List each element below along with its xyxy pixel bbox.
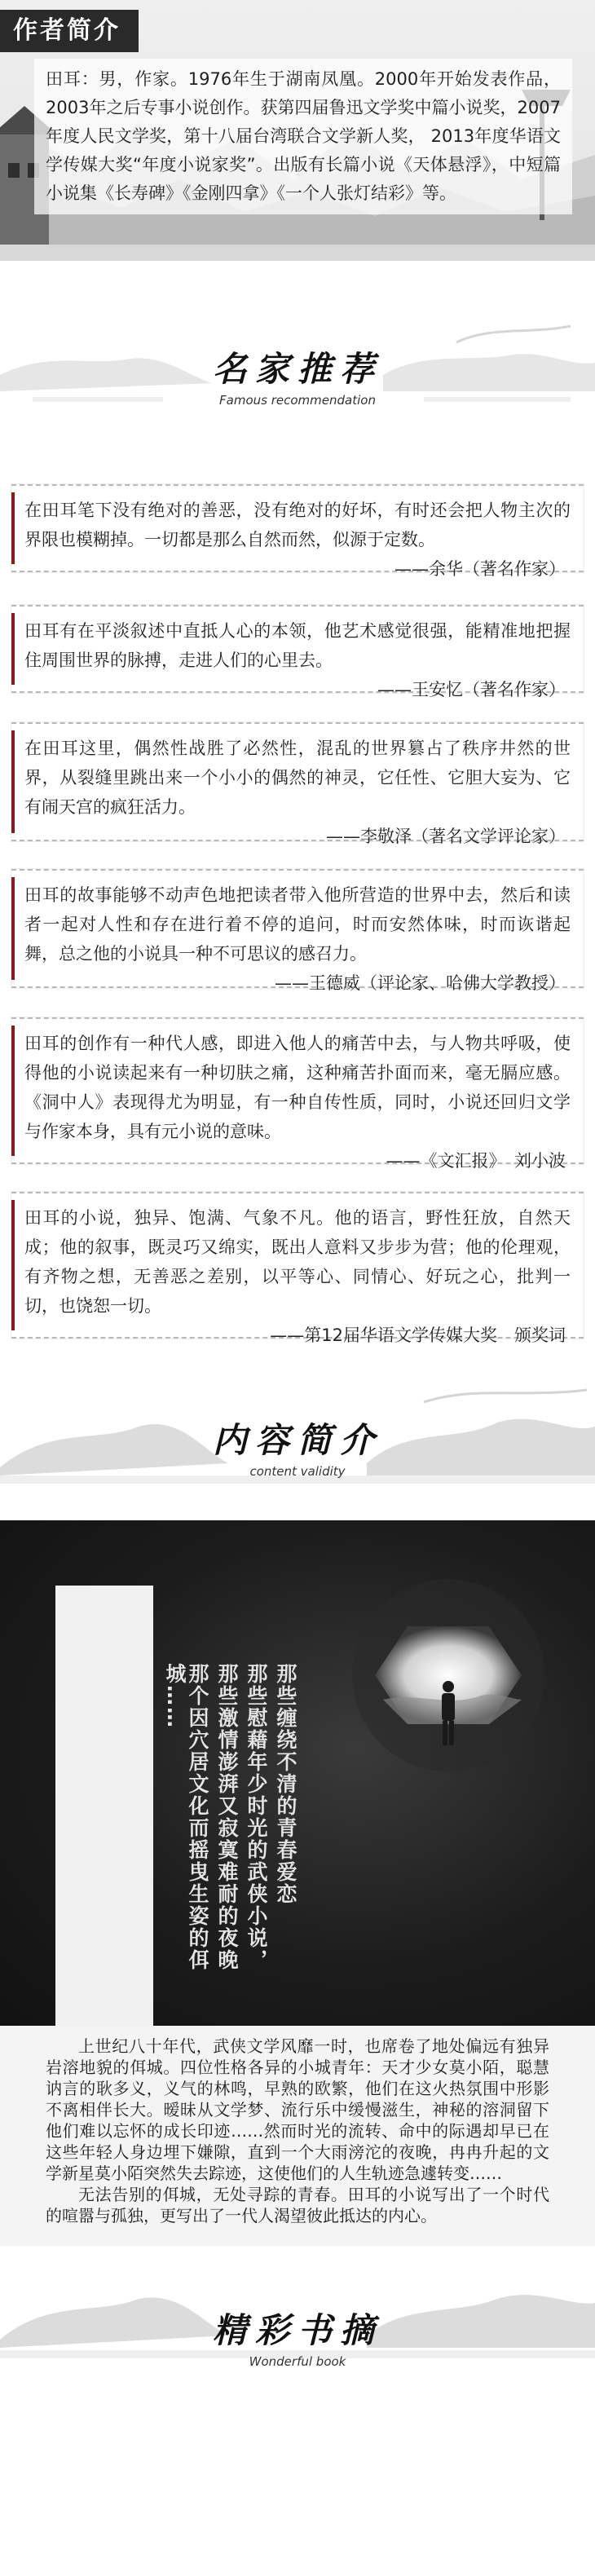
quote-text: 田耳的创作有一种代人感，即进入他人的痛苦中去，与人物共呼吸，使得他的小说读起来有一种切肤之痛，这种痛苦扑面而来，毫无膈应感。《洞中人》表现得尤为明显，有一种自传性质，同时，小说还回归文学与作家本身，具有元小说的意味。	[24, 1034, 571, 1141]
summary-paragraph: 无法告别的佴城，无处寻踪的青春。田耳的小说写出了一个时代的喧嚣与孤独，更写出了一代人渴望彼此抵达的内心。	[46, 2185, 549, 2225]
recommend-header	[0, 318, 595, 424]
poster-white-column	[55, 1586, 153, 2026]
author-bio: 田耳：男，作家。1976年生于湖南凤凰。2000年开始发表作品，2003年之后专事小说创作。获第四届鲁迅文学奖中篇小说奖，2007年度人民文学奖，第十八届台湾联合文学新人奖， 2013年度华语文学传媒大奖“年度小说家奖”。出版有长篇小说《天体悬浮》，中短篇小说集《长寿碑》《金刚四拿》《一个人张灯结彩》等。	[34, 59, 572, 214]
quote-source: ——余华（著名作家）	[394, 559, 566, 579]
quote-accent-bar	[11, 1026, 15, 1156]
quote-text: 田耳的故事能够不动声色地把读者带入他所营造的世界中去，然后和读者一起对人性和存在进行着不停的追问，时而安然体味，时而诙谐起舞，总之他的小说具一种不可思议的感召力。	[24, 885, 571, 964]
summary-paragraph: 上世纪八十年代，武侠文学风靡一时，也席卷了地处偏远有独异岩溶地貌的佴城。四位性格各异的小城青年：天才少女莫小陌，聪慧讷言的耿多义，义气的林鸣，早熟的欧繁，他们在这火热氛围中形影不离相伴长大。暧昧从文学梦、流行乐中缓慢滋生，神秘的溶洞留下他们难以忘怀的成长印迹……然而时光的流转、命中的际遇却早已在这些年轻人身边埋下嫌隙，直到一个大雨滂沱的夜晚，冉冉升起的文学新星莫小陌突然失去踪迹，这使他们的人生轨迹急遽转变……	[46, 2036, 549, 2183]
content-subtitle: content validity	[249, 1464, 346, 1479]
poem-line: 那些慰藉年少时光的武侠小说，	[245, 1663, 268, 1971]
quote-source: ——第12届华语文学传媒大奖 颁奖词	[270, 1325, 566, 1345]
excerpt-subtitle: Wonderful book	[249, 2354, 346, 2369]
content-poster	[0, 1520, 595, 2026]
quote-text: 田耳有在平淡叙述中直抵人心的本领，他艺术感觉很强，能精准地把握住周围世界的脉搏，走进人们的心里去。	[24, 621, 571, 670]
recommend-title: 名家推荐	[212, 349, 382, 389]
quote-source: ——李敬泽（著名文学评论家）	[326, 827, 566, 846]
recommend-subtitle: Famous recommendation	[219, 393, 376, 408]
content-summary	[0, 2026, 595, 2246]
quote-accent-bar	[11, 492, 15, 564]
quote-source: ——王安忆（著名作家）	[377, 680, 566, 699]
quote-card	[11, 869, 584, 993]
poem-line: 那些缠绕不清的青春爱恋	[274, 1663, 298, 1905]
quote-accent-bar	[11, 730, 15, 833]
quote-accent-bar	[11, 1200, 15, 1330]
quote-text: 在田耳这里，偶然性战胜了必然性，混乱的世界篡占了秩序井然的世界，从裂缝里跳出来一个小小的偶然的神灵，它任性、它胆大妄为、它有闹天宫的疯狂活力。	[24, 739, 571, 817]
quote-source: ——王德威（评论家、哈佛大学教授）	[275, 973, 566, 993]
author-section	[0, 0, 595, 261]
excerpt-header	[0, 2258, 595, 2380]
quote-text: 在田耳笔下没有绝对的善恶，没有绝对的好坏，有时还会把人物主次的界限也模糊掉。一切都是那么自然而然，似源于定数。	[24, 501, 571, 549]
quote-source: ——《文汇报》 刘小波	[386, 1151, 566, 1171]
author-heading: 作者简介	[0, 10, 139, 52]
standing-figure-illustration	[424, 1675, 473, 1749]
excerpt-title: 精彩书摘	[212, 2310, 382, 2350]
poster-poem	[163, 1663, 297, 1989]
quote-text: 田耳的小说，独异、饱满、气象不凡。他的语言，野性狂放，自然天成；他的叙事，既灵巧又绵实，既出人意料又步步为营；他的伦理观，有齐物之想，无善恶之差别，以平等心、同情心、好玩之心，批判一切，也饶恕一切。	[24, 1208, 571, 1316]
quote-card	[11, 605, 584, 699]
quote-card	[11, 1192, 584, 1345]
quote-card	[11, 722, 584, 846]
author-bottom-band	[0, 245, 595, 261]
poem-line: 那个因穴居文化而摇曳生姿的佴城……	[163, 1663, 209, 1971]
quote-accent-bar	[11, 877, 15, 980]
poem-line: 那些激情澎湃又寂寞难耐的夜晚	[215, 1663, 239, 1971]
quote-card	[11, 484, 584, 579]
content-title: 内容简介	[212, 1420, 382, 1460]
quote-accent-bar	[11, 613, 15, 685]
content-header	[0, 1378, 595, 1500]
quote-card	[11, 1017, 584, 1171]
